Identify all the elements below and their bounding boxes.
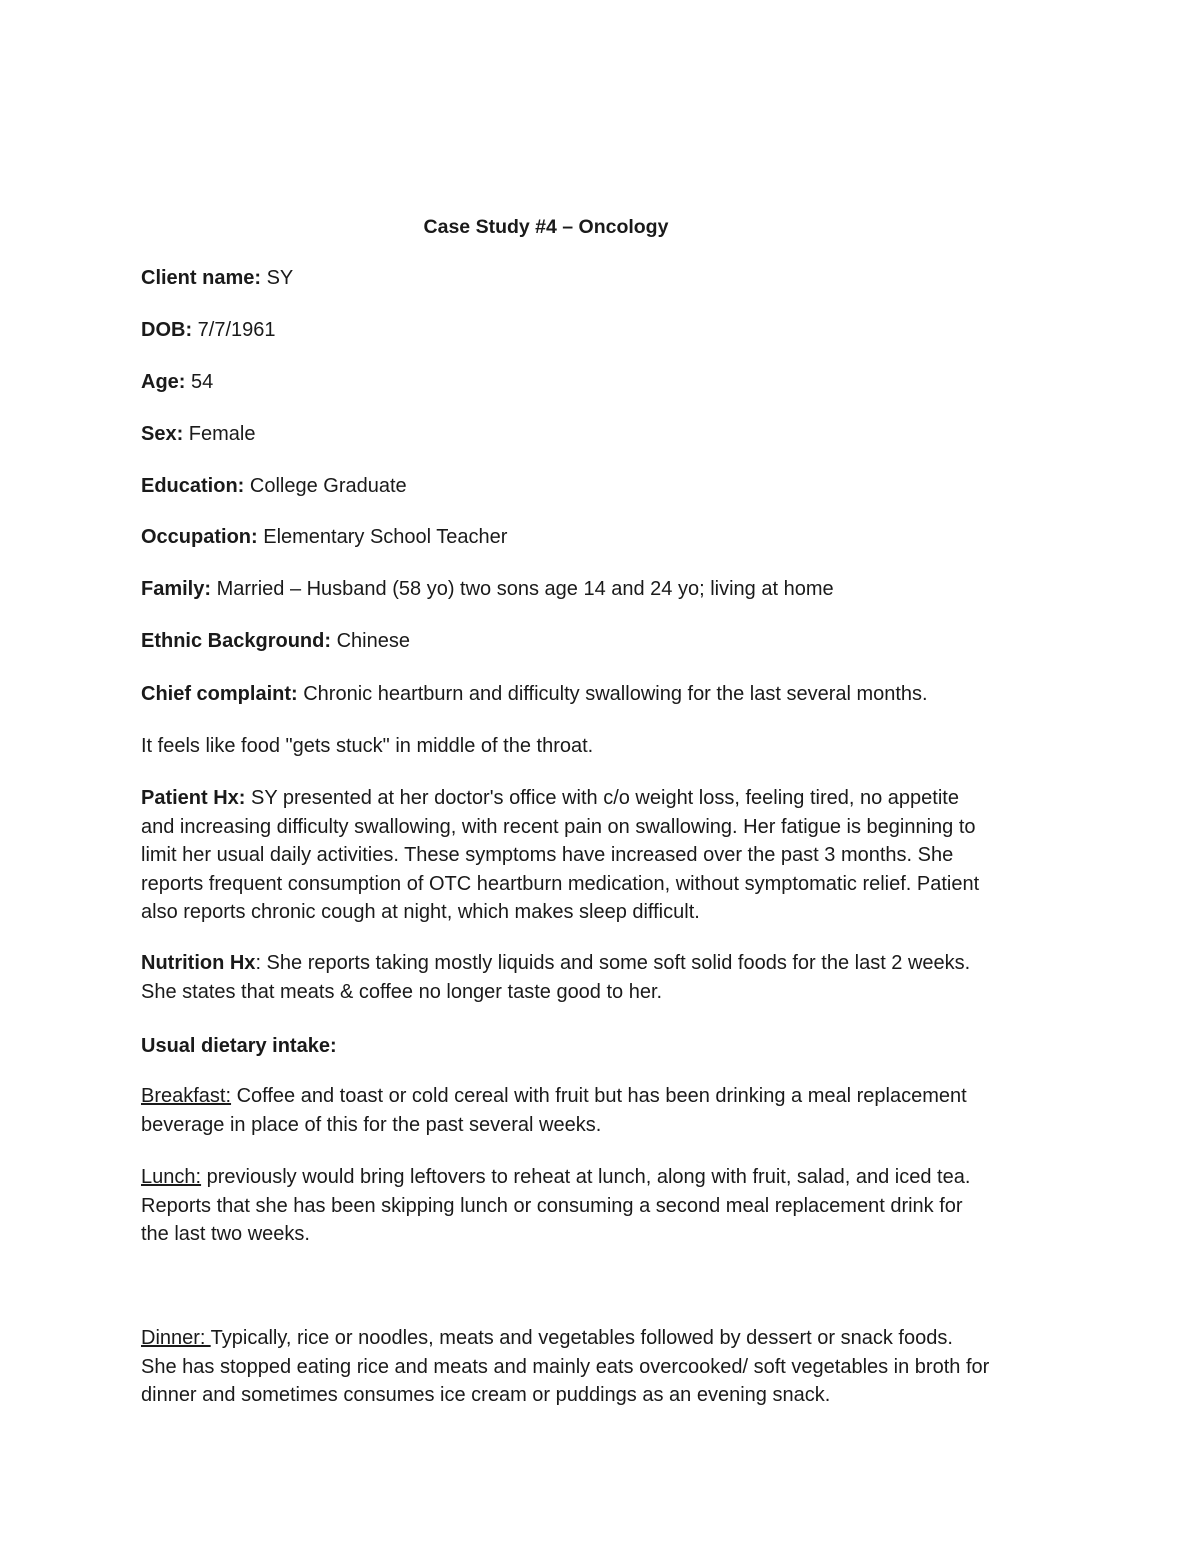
dinner-section	[141, 1324, 1081, 1410]
age-row	[141, 368, 213, 397]
lunch-line: Reports that she has been skipping lunch or consuming a second meal replacement drink for	[141, 1194, 963, 1217]
dob-row	[141, 316, 276, 345]
lunch-section	[141, 1163, 1081, 1249]
dinner-line: She has stopped eating rice and meats and mainly eats overcooked/ soft vegetables in broth for	[141, 1355, 990, 1378]
dinner-label: Dinner:	[141, 1327, 211, 1349]
patient-hx-line: and increasing difficulty swallowing, with recent pain on swallowing. Her fatigue is beginning to	[141, 815, 976, 838]
breakfast-section	[141, 1082, 1081, 1139]
sex-label: Sex:	[141, 423, 184, 445]
ethnic-label: Ethnic Background:	[141, 630, 332, 652]
document-title: Case Study #4 – Oncology	[423, 216, 669, 238]
dob-value: 7/7/1961	[192, 319, 276, 341]
sex-row	[141, 420, 256, 449]
occupation-row	[141, 523, 507, 552]
client-name-row	[141, 264, 293, 293]
chief-complaint-followup: It feels like food "gets stuck" in middle of the throat.	[141, 735, 594, 757]
ethnic-value: Chinese	[331, 630, 410, 652]
patient-hx-line: limit her usual daily activities. These symptoms have increased over the past 3 months. She	[141, 844, 954, 866]
nutrition-hx-section	[141, 949, 1081, 1006]
client-name-value: SY	[261, 267, 294, 289]
chief-complaint-value: Chronic heartburn and difficulty swallowing for the last several months.	[297, 683, 928, 705]
occupation-label: Occupation:	[141, 526, 258, 548]
education-label: Education:	[141, 475, 245, 497]
lunch-label: Lunch:	[141, 1166, 202, 1188]
breakfast-line: Coffee and toast or cold cereal with fruit but has been drinking a meal replacement	[231, 1085, 967, 1107]
patient-hx-section	[141, 784, 1081, 927]
patient-hx-line: reports frequent consumption of OTC heartburn medication, without symptomatic relief. Patient	[141, 872, 980, 895]
patient-hx-line: also reports chronic cough at night, which makes sleep difficult.	[141, 901, 700, 923]
breakfast-label: Breakfast:	[141, 1085, 232, 1107]
age-value: 54	[185, 371, 214, 393]
dob-label: DOB:	[141, 319, 193, 341]
usual-intake-heading: Usual dietary intake:	[141, 1035, 337, 1057]
nutrition-hx-line: : She reports taking mostly liquids and some soft solid foods for the last 2 weeks.	[255, 952, 971, 974]
nutrition-hx-line: She states that meats & coffee no longer taste good to her.	[141, 980, 663, 1003]
family-value: Married – Husband (58 yo) two sons age 14 and 24 yo; living at home	[211, 578, 834, 600]
patient-hx-label: Patient Hx:	[141, 787, 246, 809]
occupation-value: Elementary School Teacher	[257, 526, 508, 548]
lunch-line: previously would bring leftovers to reheat at lunch, along with fruit, salad, and iced tea.	[201, 1166, 971, 1188]
ethnic-row	[141, 627, 410, 656]
patient-hx-line: SY presented at her doctor's office with c/o weight loss, feeling tired, no appetite	[245, 787, 959, 809]
breakfast-line: beverage in place of this for the past several weeks.	[141, 1113, 602, 1136]
family-row	[141, 575, 834, 604]
lunch-line: the last two weeks.	[141, 1223, 310, 1245]
age-label: Age:	[141, 371, 186, 393]
client-name-label: Client name:	[141, 267, 262, 289]
chief-complaint-label: Chief complaint:	[141, 683, 298, 705]
sex-value: Female	[183, 423, 256, 445]
dinner-line: dinner and sometimes consumes ice cream or puddings as an evening snack.	[141, 1384, 831, 1406]
dinner-line: Typically, rice or noodles, meats and vegetables followed by dessert or snack foods.	[210, 1327, 953, 1349]
education-value: College Graduate	[244, 475, 407, 497]
family-label: Family:	[141, 578, 212, 600]
chief-complaint-row	[141, 680, 928, 709]
nutrition-hx-label: Nutrition Hx	[141, 952, 256, 974]
education-row	[141, 472, 407, 501]
